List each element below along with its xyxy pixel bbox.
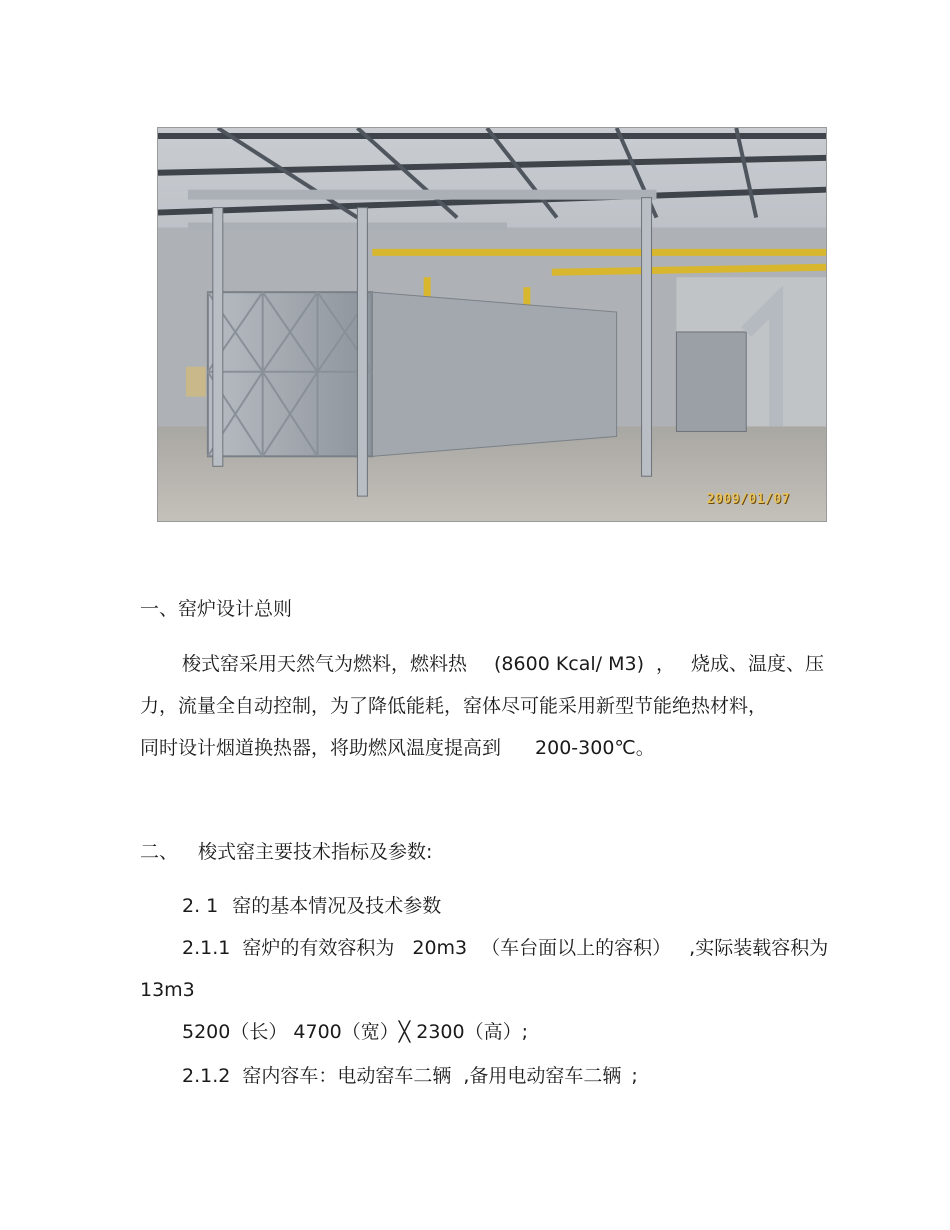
dimensions-line: 5200（长） 4700（宽）╳ 2300（高）;: [182, 1021, 528, 1043]
subsection-text: 窑的基本情况及技术参数: [232, 895, 442, 917]
subsection-number: 2. 1: [182, 895, 219, 917]
paragraph-text: 同时设计烟道换热器，将助燃风温度提高到: [140, 737, 502, 759]
subsection-2-1: [182, 894, 441, 918]
heading-number: 二、: [140, 841, 179, 863]
photo-date-stamp: 2009/01/07: [706, 492, 790, 507]
item-number: 2.1.1: [182, 937, 231, 959]
section-1-paragraph-line-2: 力，流量全自动控制，为了降低能耗，窑体尽可能采用新型节能绝热材料，: [140, 695, 768, 717]
section-1-paragraph-line-1: [182, 652, 824, 676]
item-text: ,实际装载容积为: [689, 937, 829, 959]
section-1-heading: 一、窑炉设计总则: [140, 598, 293, 620]
heading-text: 梭式窑主要技术指标及参数:: [198, 841, 433, 863]
item-text: 窑炉的有效容积为: [242, 937, 395, 959]
paragraph-text: (8600 Kcal/ M3): [494, 653, 644, 675]
item-text: ,备用电动窑车二辆: [463, 1065, 622, 1087]
paragraph-text: ，: [655, 653, 675, 675]
section-2-heading: [140, 840, 432, 864]
item-text: 20m3: [412, 937, 468, 959]
kiln-photo-illustration: [158, 128, 826, 521]
item-2-1-1-line-1: [182, 936, 828, 960]
item-number: 2.1.2: [182, 1065, 231, 1087]
paragraph-text: 梭式窑采用天然气为燃料，燃料热: [182, 653, 468, 675]
item-2-1-1-line-2: 13m3: [140, 979, 195, 1001]
item-text: （车台面以上的容积）: [481, 937, 672, 959]
paragraph-text: 烧成、温度、压: [691, 653, 825, 675]
item-text: ;: [631, 1065, 638, 1087]
section-1-paragraph-line-3: [140, 736, 655, 760]
item-2-1-2: [182, 1064, 638, 1088]
item-text: 窑内容车：电动窑车二辆: [242, 1065, 452, 1087]
kiln-photo: [157, 127, 827, 522]
paragraph-text: 200-300℃。: [535, 737, 655, 759]
